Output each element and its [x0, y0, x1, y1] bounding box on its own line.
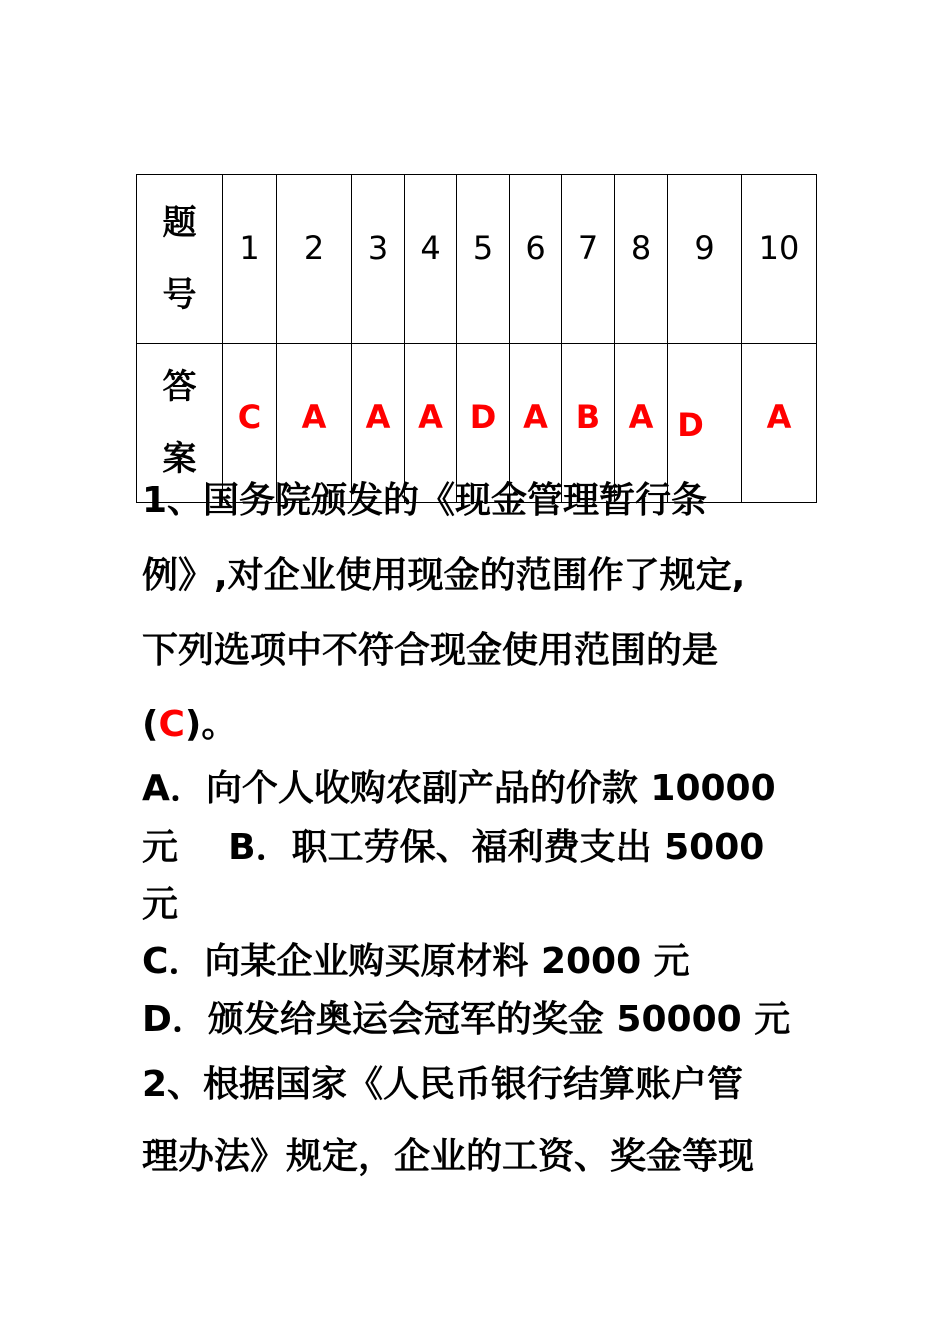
answer-letter: A — [523, 398, 548, 436]
answer-letter: A — [365, 398, 391, 436]
question-number-cell: 2 — [277, 175, 352, 344]
question-number-header — [137, 175, 223, 344]
answer-letter: A — [628, 398, 654, 436]
answer-letter: D — [677, 406, 704, 444]
question-1-line-2: 例》,对企业使用现金的范围作了规定, — [142, 555, 746, 596]
question-number-cell: 7 — [562, 175, 615, 344]
question-1-line-3: 下列选项中不符合现金使用范围的是 — [142, 630, 719, 671]
question-number-cell: 3 — [352, 175, 405, 344]
question-number-cell: 4 — [405, 175, 457, 344]
question-number-cell: 10 — [742, 175, 817, 344]
question-number-cell: 8 — [615, 175, 668, 344]
table-row-numbers — [137, 175, 817, 344]
question-number-cell: 6 — [510, 175, 562, 344]
answer-letter: A — [766, 398, 792, 436]
option-c: C．向某企业购买原材料 2000 元 — [142, 941, 690, 982]
paren-close: )。 — [184, 704, 238, 745]
question-number-cell: 1 — [223, 175, 277, 344]
header-label-char: 号 — [162, 275, 197, 315]
answer-label-char: 案 — [162, 439, 197, 479]
option-a-line-3: 元 — [142, 884, 179, 925]
answer-letter: B — [575, 398, 601, 436]
question-number-cell: 5 — [457, 175, 510, 344]
answer-letter: A — [418, 398, 443, 436]
question-1-line-1: 1、国务院颁发的《现金管理暂行条 — [142, 480, 708, 521]
option-a-line-2: 元 B．职工劳保、福利费支出 5000 — [142, 827, 765, 868]
answer-table — [136, 174, 817, 503]
option-d: D．颁发给奥运会冠军的奖金 50000 元 — [142, 999, 791, 1040]
question-2-line-1: 2、根据国家《人民币银行结算账户管 — [142, 1064, 744, 1105]
paren-open: ( — [142, 704, 159, 745]
answer-letter: D — [469, 398, 497, 436]
question-2-line-2: 理办法》规定，企业的工资、奖金等现 — [142, 1136, 755, 1177]
question-1-line-4 — [142, 696, 842, 747]
answer-letter: C — [237, 398, 262, 436]
answer-letter: A — [301, 398, 327, 436]
option-a-line-1: A．向个人收购农副产品的价款 10000 — [142, 768, 776, 809]
header-label-char: 题 — [162, 203, 197, 243]
question-1-answer: C — [158, 704, 185, 745]
answer-label-char: 答 — [162, 367, 197, 407]
question-number-cell: 9 — [668, 175, 742, 344]
